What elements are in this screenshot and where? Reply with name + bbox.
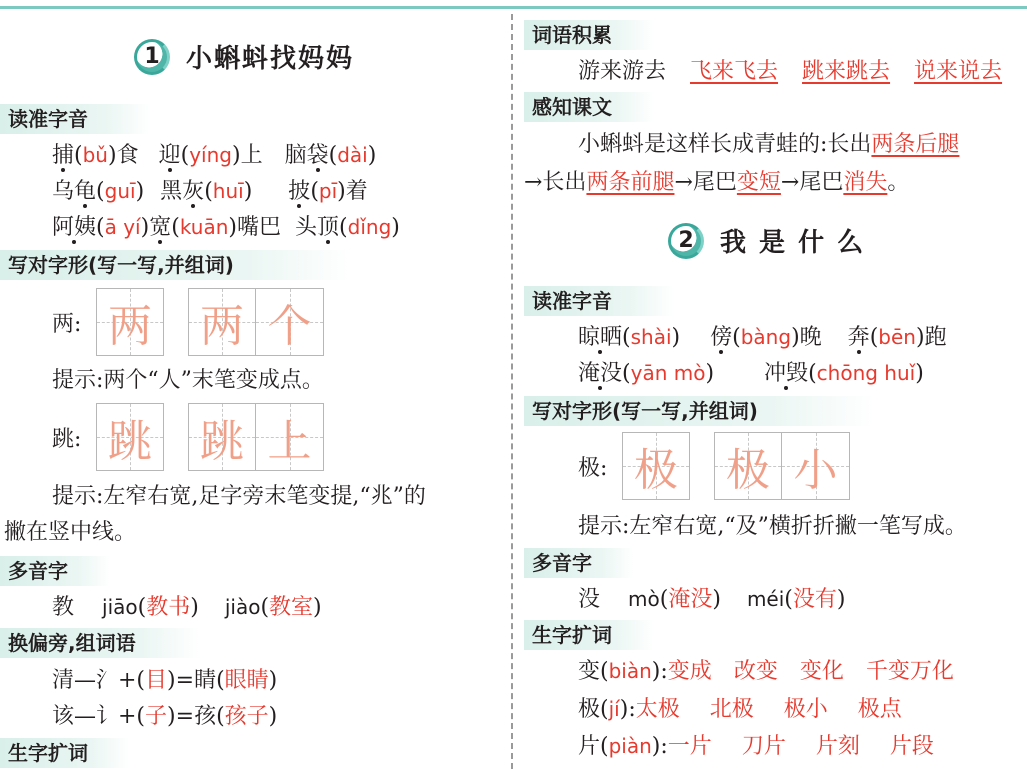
write-cell: 极 — [622, 432, 690, 500]
l2-hint-1: 提示:左窄右宽,“及”横折折撇一笔写成。 — [578, 514, 967, 539]
l2-read-row-1: 晾晒(shài) 傍(bàng)晚 奔(bēn)跑 — [578, 325, 947, 350]
l2-write-grid-1: 极: 极 极 小 — [578, 432, 850, 500]
l1-read-row-1: 捕(bǔ)食 迎(yíng)上 脑袋(dài) — [52, 143, 377, 168]
l2-expand-row-3: 片(piàn):一片 刀片 片刻 片段 — [578, 734, 934, 759]
l1-write-grid-1: 两: 两 两 个 — [52, 288, 324, 356]
l1-hint-1: 提示:两个“人”末笔变成点。 — [52, 368, 324, 393]
l2-expand-row-2: 极(jí):太极 北极 极小 极点 — [578, 697, 902, 722]
l1-read-row-2: 乌龟(guī) 黑灰(huī) 披(pī)着 — [52, 179, 368, 204]
l2-poly-line: 没 mò(淹没) méi(没有) — [578, 587, 846, 612]
l1-hint-2a: 提示:左窄右宽,足字旁末笔变提,“兆”的 — [52, 484, 426, 509]
r-section-perceive: 感知课文 — [524, 92, 654, 122]
top-rule — [0, 6, 1027, 9]
lesson-1-name: 小蝌蚪找妈妈 — [186, 44, 355, 74]
column-divider — [511, 14, 513, 769]
l2-section-read: 读准字音 — [524, 286, 674, 316]
write-cell: 两 — [188, 288, 256, 356]
l1-poly-line: 教 jiāo(教书) jiào(教室) — [52, 595, 322, 620]
l2-section-write: 写对字形(写一写,并组词) — [524, 396, 874, 426]
l1-radical-row-2: 该—讠+(子)=孩(孩子) — [52, 704, 278, 729]
l1-read-row-3: 阿姨(ā yí)宽(kuān)嘴巴 头顶(dǐng) — [52, 215, 400, 240]
l2-expand-row-1: 变(biàn):变成 改变 变化 千变万化 — [578, 659, 954, 684]
l1-section-expand: 生字扩词 — [0, 738, 130, 768]
l1-section-poly: 多音字 — [0, 556, 110, 586]
lesson-1-title — [134, 38, 354, 75]
lesson-2-name: 我 是 什 么 — [720, 228, 866, 258]
r-section-words: 词语积累 — [524, 20, 654, 50]
l1-section-radical: 换偏旁,组词语 — [0, 628, 200, 658]
write-cell: 上 — [256, 403, 324, 471]
write-cell: 两 — [96, 288, 164, 356]
l1-section-read: 读准字音 — [0, 104, 150, 134]
lesson-1-number-badge: 1 — [134, 39, 170, 75]
lesson-2-number-badge: 2 — [668, 223, 704, 259]
write-cell: 跳 — [188, 403, 256, 471]
l1-write-grid-2: 跳: 跳 跳 上 — [52, 403, 324, 471]
lesson-2-title — [668, 222, 865, 259]
l2-section-poly: 多音字 — [524, 548, 634, 578]
write-cell: 小 — [782, 432, 850, 500]
l1-section-write: 写对字形(写一写,并组词) — [0, 250, 350, 280]
l1-hint-2b: 撇在竖中线。 — [4, 520, 137, 545]
write-cell: 极 — [714, 432, 782, 500]
l2-read-row-2: 淹没(yān mò) 冲毁(chōng huǐ) — [578, 361, 924, 386]
r-words-line: 游来游去 飞来飞去 跳来跳去 说来说去 — [578, 59, 1003, 84]
r-perceive-line-1: 小蝌蚪是这样长成青蛙的:长出两条后腿 — [578, 132, 960, 157]
l1-radical-row-1: 清—氵+(目)=睛(眼睛) — [52, 668, 278, 693]
l2-section-expand: 生字扩词 — [524, 620, 654, 650]
write-cell: 个 — [256, 288, 324, 356]
write-cell: 跳 — [96, 403, 164, 471]
r-perceive-line-2: →长出两条前腿→尾巴变短→尾巴消失。 — [524, 170, 910, 195]
